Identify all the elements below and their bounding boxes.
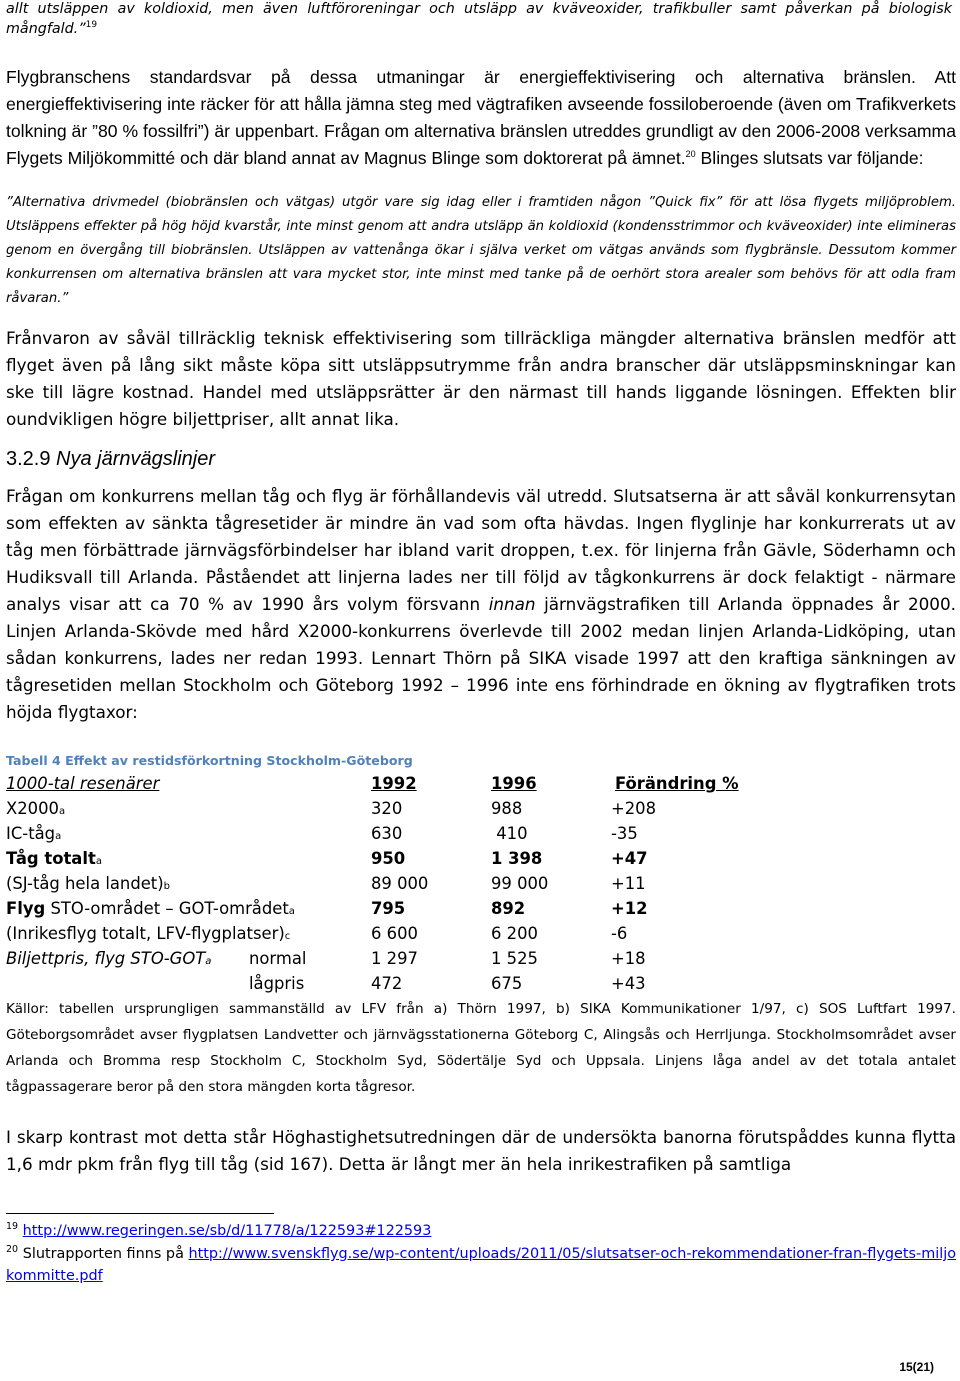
paragraph-rail-text-end: järnvägstrafiken till Arlanda öppnades år 2000. Linjen Arlanda-Skövde med hård X2000-konkurrens överlevde till 2002 medan linjen Arlanda-Lidköping, utan sådan konkurrens, lades ner redan 1993. Lennart Thörn på SIKA visade 1997 att den kraftiga sänkningen av tågresetiden mellan Stockholm och Göteborg 1992 – 1996 inte ens förhindrade en ökning av flygtrafiken trots höjda flygtaxor:: [6, 594, 956, 722]
table-row: [6, 796, 745, 821]
table-cell: 950: [371, 849, 406, 868]
table-row-label: [6, 871, 371, 896]
table-row: [6, 946, 745, 971]
table-cell: +11: [611, 874, 646, 893]
table-cell: 6 200: [491, 924, 538, 943]
paragraph-high-speed: I skarp kontrast mot detta står Höghastighetsutredningen där de undersökta banorna förutspåddes kunna flytta 1,6 mdr pkm från flyg till tåg (sid 167). Detta är långt mer än hela inrikestrafiken på samtliga: [6, 1127, 956, 1174]
table-cell: +47: [611, 849, 648, 868]
effect-table: [6, 771, 745, 996]
table-row: [6, 971, 745, 996]
document-page: [6, 0, 956, 1287]
footnote-ref-19[interactable]: 19: [85, 20, 98, 31]
table-header-text: Förändring %: [615, 774, 739, 793]
row-label-text: X2000: [6, 799, 59, 818]
row-source-marker: a: [288, 906, 295, 917]
paragraph-rail-competition: [6, 483, 956, 726]
row-source-marker: c: [284, 931, 291, 942]
table-cell: +208: [611, 799, 657, 818]
blinge-quote: ”Alternativa drivmedel (biobränslen och vätgas) utgör vare sig idag eller i framtiden någon ”Quick fix” för att lösa flygets miljöproblem. Utsläppens effekter på hög höjd kvarstår, inte minst genom att andra utsläpp än koldioxid (kondensstrimmor och kväveoxider) inte elimineras genom en övergång till biobränslen. Utsläppen av vattenånga ökar i själva verket om vätgas används som flygbränsle. Dessutom kommer konkurrensen om alternativa bränslen att vara mycket stor, inte minst med tanke på de oerhört stora arealer som behövs för att odla fram råvaran.”: [6, 195, 956, 306]
table-cell: 1 297: [371, 949, 418, 968]
row-source-marker: a: [58, 806, 66, 817]
footnote-number: 19: [6, 1221, 19, 1233]
table-row: [6, 846, 745, 871]
section-title: Nya järnvägslinjer: [56, 448, 216, 470]
intro-text: allt utsläppen av koldioxid, men även luftföroreningar och utsläpp av kväveoxider, trafikbuller samt påverkan på biologisk mångfald.”: [6, 1, 952, 37]
row-source-marker: a: [55, 831, 62, 842]
table-row-label: [6, 921, 371, 946]
row-label-text: (Inrikesflyg totalt, LFV-flygplatser): [6, 924, 285, 943]
paragraph-fuels-text-end: Blinges slutsats var följande:: [695, 148, 924, 168]
footnote-separator: [6, 1213, 274, 1214]
row-label-text: Biljettpris, flyg STO-GOT: [6, 949, 206, 968]
table-sources: Källor: tabellen ursprungligen sammanställd av LFV från a) Thörn 1997, b) SIKA Kommunikationer 1/97, c) SOS Luftfart 1997. Göteborgsområdet avser flygplatsen Landvetter och järnvägsstationerna Göteborg C, Alingsås och Herrljunga. Stockholmsområdet avser Arlanda och Bromma resp Stockholm C, Stockholm Syd, Södertälje Syd och Uppsala. Linjens låga andel av det totala antalet tågpassagerare beror på den stora mängden korta tågresor.: [6, 1001, 956, 1095]
table-cell: 99 000: [491, 874, 549, 893]
table-header-cell: 1992: [371, 774, 417, 793]
table-header-cell: [611, 771, 745, 796]
footnote-number: 20: [6, 1244, 19, 1256]
row-label-text: IC-tåg: [6, 824, 56, 843]
table-cell: 675: [491, 974, 523, 993]
table-cell: 1 398: [491, 849, 543, 868]
table-caption: Tabell 4 Effekt av restidsförkortning Stockholm-Göteborg: [6, 753, 413, 768]
table-row-label: [6, 821, 371, 846]
row-label-text: STO-området – GOT-området: [45, 899, 289, 918]
table-cell: 795: [371, 899, 406, 918]
footnote-ref-20[interactable]: 20: [685, 149, 696, 160]
paragraph-fuels-text: Flygbranschens standardsvar på dessa utmaningar är energieffektivisering och alternativa bränslen. Att energieffektivisering inte räcker för att hålla jämna steg med vägtrafiken avseende fossiloberoende (även om Trafikverkets tolkning är ”80 % fossilfri”) är uppenbart. Frågan om alternativa bränslen utreddes grundligt av den 2006-2008 verksamma Flygets Miljökommitté och där bland annat av Magnus Blinge som doktorerat på ämnet.: [6, 67, 956, 168]
table-cell: 320: [371, 799, 403, 818]
table-cell: -6: [611, 924, 628, 943]
section-number: 3.2.9: [6, 448, 51, 470]
row-label-text: (SJ-tåg hela landet): [6, 874, 164, 893]
row-label-bold: Flyg: [6, 899, 46, 918]
table-cell: 892: [491, 899, 526, 918]
footnote-text: Slutrapporten finns på: [22, 1246, 189, 1262]
table-cell: +43: [611, 974, 646, 993]
table-cell: +12: [611, 899, 648, 918]
footnote-19: [6, 1220, 956, 1242]
table-cell: 630: [371, 824, 403, 843]
row-sublabel: normal: [249, 949, 307, 968]
table-cell: 472: [371, 974, 403, 993]
row-label-text: Tåg totalt: [6, 849, 96, 868]
table-cell: 89 000: [371, 874, 429, 893]
table-cell: 410: [491, 824, 528, 843]
table-row-label: [6, 846, 371, 871]
footnote-link[interactable]: http://www.regeringen.se/sb/d/11778/a/122593#122593: [22, 1223, 432, 1239]
table-cell: +18: [611, 949, 646, 968]
emphasis-innan: innan: [488, 594, 536, 614]
footnote-20: [6, 1243, 956, 1287]
intro-paragraph: [6, 0, 956, 39]
row-sublabel: lågpris: [249, 974, 305, 993]
table-row: [6, 896, 745, 921]
table-header-cell: 1000-tal resenärer: [6, 774, 160, 793]
row-source-marker: a: [95, 856, 102, 867]
paragraph-fuels: [6, 64, 956, 172]
table-row-label: [6, 946, 371, 971]
table-row-label: [6, 971, 371, 996]
footnote-link[interactable]: http://www.svenskflyg.se/wp-content/uploads/2011/05/slutsatser-och-rekommendationer-fran-flygets-miljokommitte.pdf: [6, 1246, 957, 1284]
table-cell: -35: [611, 824, 638, 843]
table-row: [6, 821, 745, 846]
row-source-marker: a: [205, 956, 212, 967]
table-row-label: [6, 896, 371, 921]
table-cell: 1 525: [491, 949, 538, 968]
page-number: 15(21): [899, 1360, 934, 1374]
table-header-row: [6, 771, 745, 796]
section-heading: [6, 445, 956, 473]
table-row: [6, 871, 745, 896]
table-row-label: [6, 796, 371, 821]
table-cell: 6 600: [371, 924, 418, 943]
row-source-marker: b: [163, 881, 170, 892]
table-row: [6, 921, 745, 946]
table-header-cell: 1996: [491, 774, 537, 793]
paragraph-absence: Frånvaron av såväl tillräcklig teknisk effektivisering som tillräckliga mängder alternativa bränslen medför att flyget även på lång sikt måste köpa sitt utsläppsutrymme från andra branscher där utsläppsminskningar kan ske till lägre kostnad. Handel med utsläppsrätter är den närmast till hands liggande lösningen. Effekten blir oundvikligen högre biljettpriser, allt annat lika.: [6, 328, 956, 429]
table-cell: 988: [491, 799, 523, 818]
paragraph-rail-text: Frågan om konkurrens mellan tåg och flyg är förhållandevis väl utredd. Slutsatserna är att såväl konkurrensytan som effekten av sänkta tågresetider är mindre än vad som ofta hävdas. Ingen flyglinje har konkurrerats ut av tåg men förbättrade järnvägsförbindelser har ibland varit droppen, t.ex. för linjerna från Gävle, Söderhamn och Hudiksvall till Arlanda. Påståendet att linjerna lades ner till följd av tågkonkurrens är dock felaktigt - närmare analys visar att ca 70 % av 1990 års volym försvann: [6, 486, 956, 614]
